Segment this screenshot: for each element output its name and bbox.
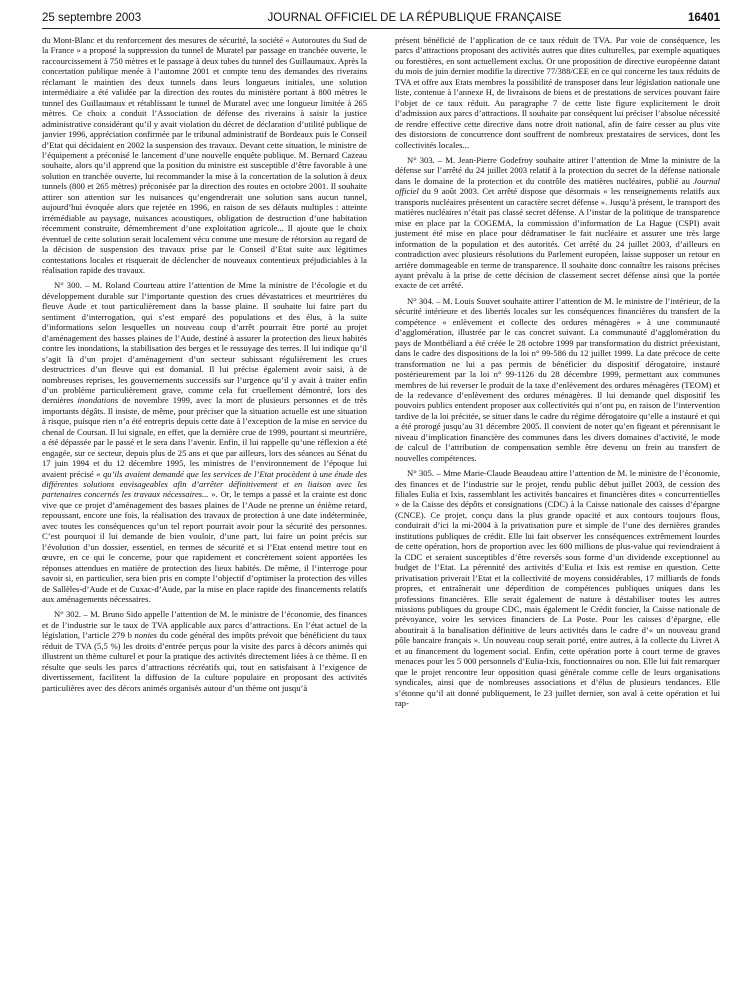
question-number: N° 300. –: [54, 280, 90, 291]
question-number: N° 304. –: [407, 295, 441, 306]
question-303: [395, 155, 720, 291]
header-date: 25 septembre 2003: [42, 12, 142, 24]
question-302: [42, 609, 367, 693]
header-page-number: 16401: [688, 12, 720, 24]
question-304: [395, 296, 720, 463]
right-column: [395, 35, 720, 990]
question-number: N° 305. –: [407, 468, 441, 479]
question-305: [395, 468, 720, 708]
question-italic-quote: qu’ils avaient demandé que les services de l’Etat procèdent à une étude des différentes solutions envisageables afin d’arrêter définitivement et en liaison avec les partenaires concernés les travaux nécessaires...: [42, 468, 367, 500]
question-text: M. Louis Souvet souhaite attirer l’attention de M. le ministre de l’intérieur, de la sécurité intérieure et des libertés locales sur les conséquences financières du transfert de la compétence « enlèvement et collecte des ordures ménagères » à une communauté d’agglomération, illustrée par le cas concret suivant. La communauté d’agglomération du pays de Montbéliard a été créée le 28 octobre 1999 par transformation du district préexistant, dans le cadre des dispositions de la loi n° 99-586 du 12 juillet 1999. La date précoce de cette transformation ne lui a pas permis de bénéficier du dispositif dérogatoire, instauré postérieurement par la loi n° 99-1126 du 28 décembre 1999, permettant aux communes membres de lui reverser le produit de la taxe d’enlèvement des ordures ménagères (TEOM) et de la redevance d’enlèvement des ordures ménagères. Il lui demande quel dispositif les pouvoirs publics entendent proposer aux collectivités qui n’ont pu, en raison de l’intervention tardive de la loi précitée, se situer dans le cadre du régime dérogatoire qu’elle a instauré et qui a été prorogé jusqu’au 31 décembre 2005. Il convient de noter qu’en figeant et pérennisant le niveau d’implication financière des communes dans les divers domaines d’activité, le mode de calcul de l’attribution de compensation semble être devenu un frein au transfert de nouvelles compétences.: [395, 295, 720, 463]
header-title: JOURNAL OFFICIEL DE LA RÉPUBLIQUE FRANÇAISE: [267, 12, 562, 24]
left-column: [42, 35, 367, 990]
question-300: [42, 280, 367, 604]
page-header: [42, 12, 720, 29]
question-text: du code général des impôts prévoit que bénéficient du taux réduit de TVA (5,5 %) les droits d’entrée perçus pour la visite des parcs à décors animés qui illustrent un thème culturel et pour la pratique des activités directement liées à ce thème. Il en résulte que seuls les parcs d’attractions récréatifs qui, tout en satisfaisant à l’exigence de divertissement, facilitent la diffusion de la culture populaire en proposant des activités particulières avec des décors animés organisés autour d’un thème ont jusqu’à: [42, 630, 367, 693]
text-columns: [42, 35, 720, 990]
question-text: de novembre 1999, avec la mort de plusieurs personnes et de très importants dégâts. Il insiste, de même, pour préciser que la situation actuelle est une situation à risque, puisque rien n’a été entrepris depuis cette date à l’exception de la mise en service du chenal de Coursan. Il lui signale, en effet, que la dernière crue de 1999, pourtant si meurtrière, a été dépassée par le passé et le sera dans l’avenir. Enfin, il lui rappelle qu’une réflexion a été engagée, sur ce secteur, depuis plus de 25 ans et que par ailleurs, lors des séances au Sénat du 17 juin 1994 et du 12 décembre 1995, les ministres de l’environnement de l’époque lui avaient précisé «: [42, 395, 367, 479]
question-number: N° 302. –: [54, 609, 88, 620]
question-italic-text: inondations: [77, 395, 119, 406]
question-continuation: du Mont-Blanc et du renforcement des mesures de sécurité, la société « Autoroutes du Sud de la France » a proposé la suppression du tunnel de Muratel par passage en tranchée ouverte, le raccourcissement à 750 mètres et le passage à deux tubes du tunnel des Guillaumaux. Après la concertation publique menée à l’automne 2001 et compte tenu des demandes des riverains réclamant le maintien des deux tunnels dans leurs longueurs initiales, une solution intermédiaire a été validée par la direction des routes du ministère portant à 800 mètres le tunnel des Guillaumaux et rétablissant le tunnel de Muratel avec une longueur limitée à 265 mètres. Ce choix a conduit l’Association de défense des riverains à saisir la justice administrative considérant qu’il y avait violation du décret de déclaration d’utilité publique de janvier 1996, appréciation confirmée par le tribunal administratif de Bordeaux puis le Conseil d’Etat qui décidaient en 2002 la suspension des travaux. Devant cette situation, le ministre de l’équipement a préconisé le lancement d’une nouvelle enquête publique. M. Bernard Cazeau souhaite, alors qu’il apprend que la position du ministre est susceptible d’être favorable à une solution en tranchée ouverte, lui recommander la mise à la concertation de la solution à deux tunnels (800 et 265 mètres) préconisée par la direction des routes en octobre 2001. Il souhaite attirer son attention sur les nuisances qu’engendrerait une solution sans aucun tunnel, aujourd’hui évoquée alors que rejetée en 1996, en raison de ses défauts multiples : atteinte irrémédiable au paysage, nuisances acoustiques, obligation de destruction d’une habitation récemment construite, démembrement d’une exploitation agricole... Il ajoute que le choix éventuel de cette solution serait localement vécu comme une mesure de rétorsion au regard de la décision de suspension des travaux prise par le Conseil d’Etat suite aux légitimes contestations locales et risquerait de déclencher de nouveaux contentieux préjudiciables à la réalisation rapide des travaux.: [42, 35, 367, 275]
question-text: M. Bruno Sido appelle l’attention de M. le ministre de l’économie, des finances et de l’industrie sur le taux de TVA applicable aux parcs d’attractions. En l’état actuel de la législation, l’article 279 b: [42, 609, 367, 641]
question-text: M. Roland Courteau attire l’attention de Mme la ministre de l’écologie et du développement durable sur l’importante question des crues dévastatrices et meurtrières du fleuve Aude et tout particulièrement dans la basse plaine. Il souhaite lui faire part du sentiment d’interrogation, qui s’est emparé des populations et des élus, à la suite d’informations selon lesquelles un nouveau coup d’arrêt pourrait être porté au projet d’aménagement des basses plaines de l’Aude, destiné à assurer la protection des lieux habités contre les inondations, la stabilisation des berges et le ressuyage des terres. Il lui indique qu’il s’agit là d’un projet d’aménagement d’un secteur subissant régulièrement les crues destructrices d’un fleuve qui est domanial. Il lui précise également avoir saisi, à de nombreuses reprises, les gouvernements successifs sur l’urgence qu’il y avait à traiter enfin d’un problème particulièrement grave, comme cela fut cruellement démontré, lors des dernières: [42, 280, 368, 406]
question-text: du 9 août 2003. Cet arrêté dispose que désormais « les renseignements relatifs aux transports nucléaires présentent un caractère secret défense ». Jusqu’à présent, le transport des matières nucléaires n’était pas classé secret défense. A l’instar de la politique de transparence mise en place par la COGEMA, la commission d’information de La Hague (CSPI) avait justement été mise en place pour dédramatiser le fait nucléaire et assurer une très large information de la population et des autorités. Cet arrêté du 24 juillet 2003, d’ailleurs en contradiction avec plusieurs résolutions du Parlement européen, laisse supposer un retour en arrière dommageable en terme de transparence. Il souhaite donc connaître les raisons précises ayant prévalu à la prise de cette décision de classement secret défense ainsi que la portée exacte de cet arrêté.: [395, 186, 720, 291]
question-italic-text: nonies: [134, 630, 157, 641]
question-continuation: présent bénéficié de l’application de ce taux réduit de TVA. Par voie de conséquence, les parcs d’attractions proposant des activités autres que dites culturelles, par exemple aquatiques ou forestières, en sont actuellement exclus. Or une proposition de directive européenne datant du mois de juin dernier modifie la directive 77/388/CEE en ce qui concerne les taux réduits de TVA et offre aux Etats membres la possibilité de transposer dans leur législation nationale une liste, contenue à l’annexe H, de livraisons de biens et de prestations de services pouvant faire l’objet de ce taux réduit. Au paragraphe 7 de cette liste figure explicitement le droit d’admission aux parcs d’attractions. Il souhaite par conséquent lui préciser l’absolue nécessité de rendre effective cette directive dans notre droit national, afin de faire cesser au plus vite des distorsions de concurrence dont souffrent de nombreux prestataires de services, dont les collectivités locales...: [395, 35, 720, 150]
question-italic-text: Journal officiel: [395, 175, 720, 197]
question-text: M. Jean-Pierre Godefroy souhaite attirer l’attention de Mme la ministre de la défense sur l’arrêté du 24 juillet 2003 relatif à la protection du secret de la défense nationale dans le domaine de la protection et du contrôle des matières nucléaires, publié au: [395, 154, 720, 186]
question-text: Mme Marie-Claude Beaudeau attire l’attention de M. le ministre de l’économie, des finances et de l’industrie sur le projet, rendu public début juillet 2003, de cession des filiales Eulia et Ixis, rassemblant les activités bancaires et financières dites « concurrentielles » de la Caisse des dépôts et consignations (CDC) à la Caisse nationale des caisses d’épargne (CNCE). Ce projet, conçu dans la plus grande opacité et aux contours toujours flous, conduirait d’ici la mi-2004 à la privatisation pure et simple de l’une des dernières grandes institutions publiques de crédit. Elle lui fait observer les conséquences extrêmement lourdes de cette opération, hors de proportion avec les 600 millions de plus-value qui reviendraient à la CDC et seraient susceptibles d’être reversés sous forme d’un dividende exceptionnel au budget de l’Etat. La pérennité des activités d’Eulia et Ixis est remise en question. Cette privatisation priverait l’Etat et la collectivité de moyens considérables, 17 milliards de fonds propres, et entraînerait une déperdition de compétences publiques uniques dans les professions financières. Elle serait également de nature à déstabiliser toutes les autres missions publiques du groupe CDC, mais également le Crédit foncier, la Caisse nationale de prévoyance, voire les services financiers de La Poste. Pour les caisses d’épargne, elle aboutirait à la banalisation définitive de leurs activités dans le cadre d’« un nouveau grand pôle bancaire français ». Un nouveau coup serait porté, entre autres, à la collecte du Livret A et au financement du logement social. Enfin, cette opération porte à court terme de graves menaces pour les 5 000 personnels d’Eulia-Ixis, fonctionnaires ou non. Elle lui fait remarquer que le projet rencontre leur opposition quasi générale comme celle de leurs organisations syndicales, ainsi que de nombreuses associations et d’élus de plusieurs tendances. Elle s’étonne qu’il ait donné publiquement, le 23 juillet dernier, son aval à cette opération et lui rap-: [395, 468, 720, 709]
question-number: N° 303. –: [407, 154, 443, 165]
question-text: ». Or, le temps a passé et la crainte est donc vive que ce projet d’aménagement des basses plaines de l’Aude ne prenne un énième retard, repoussant, encore une fois, la réalisation des travaux de protection à une date indéterminée, avec toutes les conséquences qu’un tel report pourrait avoir pour la sécurité des personnes. C’est pourquoi il lui demande de bien vouloir, d’une part, lui faire un point précis sur l’évolution d’un dossier, essentiel, en termes de sécurité et si l’Etat entend mettre tout en œuvre, en ce qui le concerne, pour que rapidement et concrètement soient apportées les réponses attendues en matière de protection des lieux habités. De même, il l’interroge pour savoir si, en particulier, sera bien pris en compte l’objectif d’optimiser la protection des villes de Sallèles-d’Aude et de Cuxac-d’Aude, par la mise en place rapide des financements relatifs aux aménagements nécessaires.: [42, 489, 368, 605]
